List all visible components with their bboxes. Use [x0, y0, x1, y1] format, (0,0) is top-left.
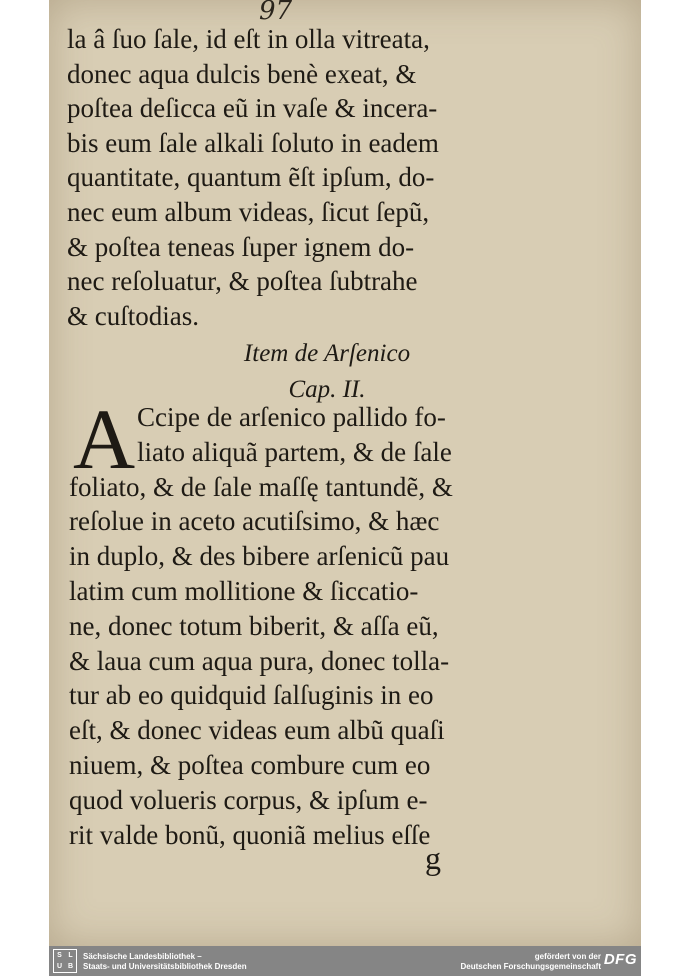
footer-bar	[49, 946, 641, 976]
text-line: niuem, & poſtea combure cum eo	[69, 749, 431, 780]
text-line: Ccipe de arſenico pallido fo-	[137, 402, 446, 432]
text-line: & poſtea teneas ſuper ignem do-	[67, 231, 415, 262]
funding-line2: Deutschen Forschungsgemeinschaft	[460, 962, 601, 971]
signature-mark: g	[425, 840, 441, 876]
logo-letter: S	[57, 952, 62, 959]
text-line: & cuſtodias.	[67, 300, 199, 331]
paragraph-chapter-2	[69, 400, 549, 852]
text-line: nec eum album videas, ſicut ſepũ,	[67, 196, 430, 227]
text-line: quod volueris corpus, & ipſum e-	[69, 784, 428, 815]
text-line: & laua cum aqua pura, donec tolla-	[69, 645, 450, 676]
logo-letter: B	[67, 963, 74, 970]
section-title: Item de Arſenico	[243, 340, 411, 367]
text-line: foliato, & de ſale maſſę tantundẽ, &	[69, 471, 453, 502]
dfg-logo: DFG	[603, 951, 637, 968]
text-line: la â ſuo ſale, id eſt in olla vitreata,	[67, 24, 430, 54]
drop-cap: A	[73, 391, 136, 487]
library-credit	[83, 952, 247, 972]
book-page	[49, 0, 641, 946]
text-line: latim cum mollitione & ſiccatio-	[69, 575, 419, 606]
text-line: bis eum ſale alkali ſoluto in eadem	[67, 127, 439, 158]
page-number: 97	[259, 0, 293, 26]
text-line: eſt, & donec videas eum albũ quaſi	[69, 715, 445, 746]
text-line: rit valde bonũ, quoniã melius eſſe	[69, 819, 431, 850]
text-line: quantitate, quantum ẽſt ipſum, do-	[67, 162, 435, 193]
text-line: liato aliquã partem, & de ſale	[137, 436, 452, 467]
funding-line1: gefördert von der	[534, 952, 601, 961]
paragraph-continuation	[67, 22, 537, 333]
library-name-line2: Staats- und Universitätsbibliothek Dresden	[83, 962, 247, 971]
library-name-line1: Sächsische Landesbibliothek –	[83, 952, 202, 961]
text-line: ne, donec totum biberit, & aſſa eũ,	[69, 610, 439, 641]
logo-letter: L	[68, 952, 73, 959]
text-line: poſtea deſicca eũ in vaſe & incera-	[67, 93, 438, 124]
chapter-label: Cap. II.	[288, 376, 366, 403]
slub-logo	[53, 949, 77, 973]
text-line: nec reſoluatur, & poſtea ſubtrahe	[67, 266, 418, 297]
funding-credit	[461, 952, 601, 972]
text-line: reſolue in aceto acutiſsimo, & hæc	[69, 506, 440, 537]
logo-letter: U	[56, 963, 63, 970]
text-line: in duplo, & des bibere arſenicũ pau	[69, 541, 450, 572]
text-line: tur ab eo quidquid ſalſuginis in eo	[69, 680, 434, 711]
text-line: donec aqua dulcis benè exeat, &	[67, 58, 417, 89]
